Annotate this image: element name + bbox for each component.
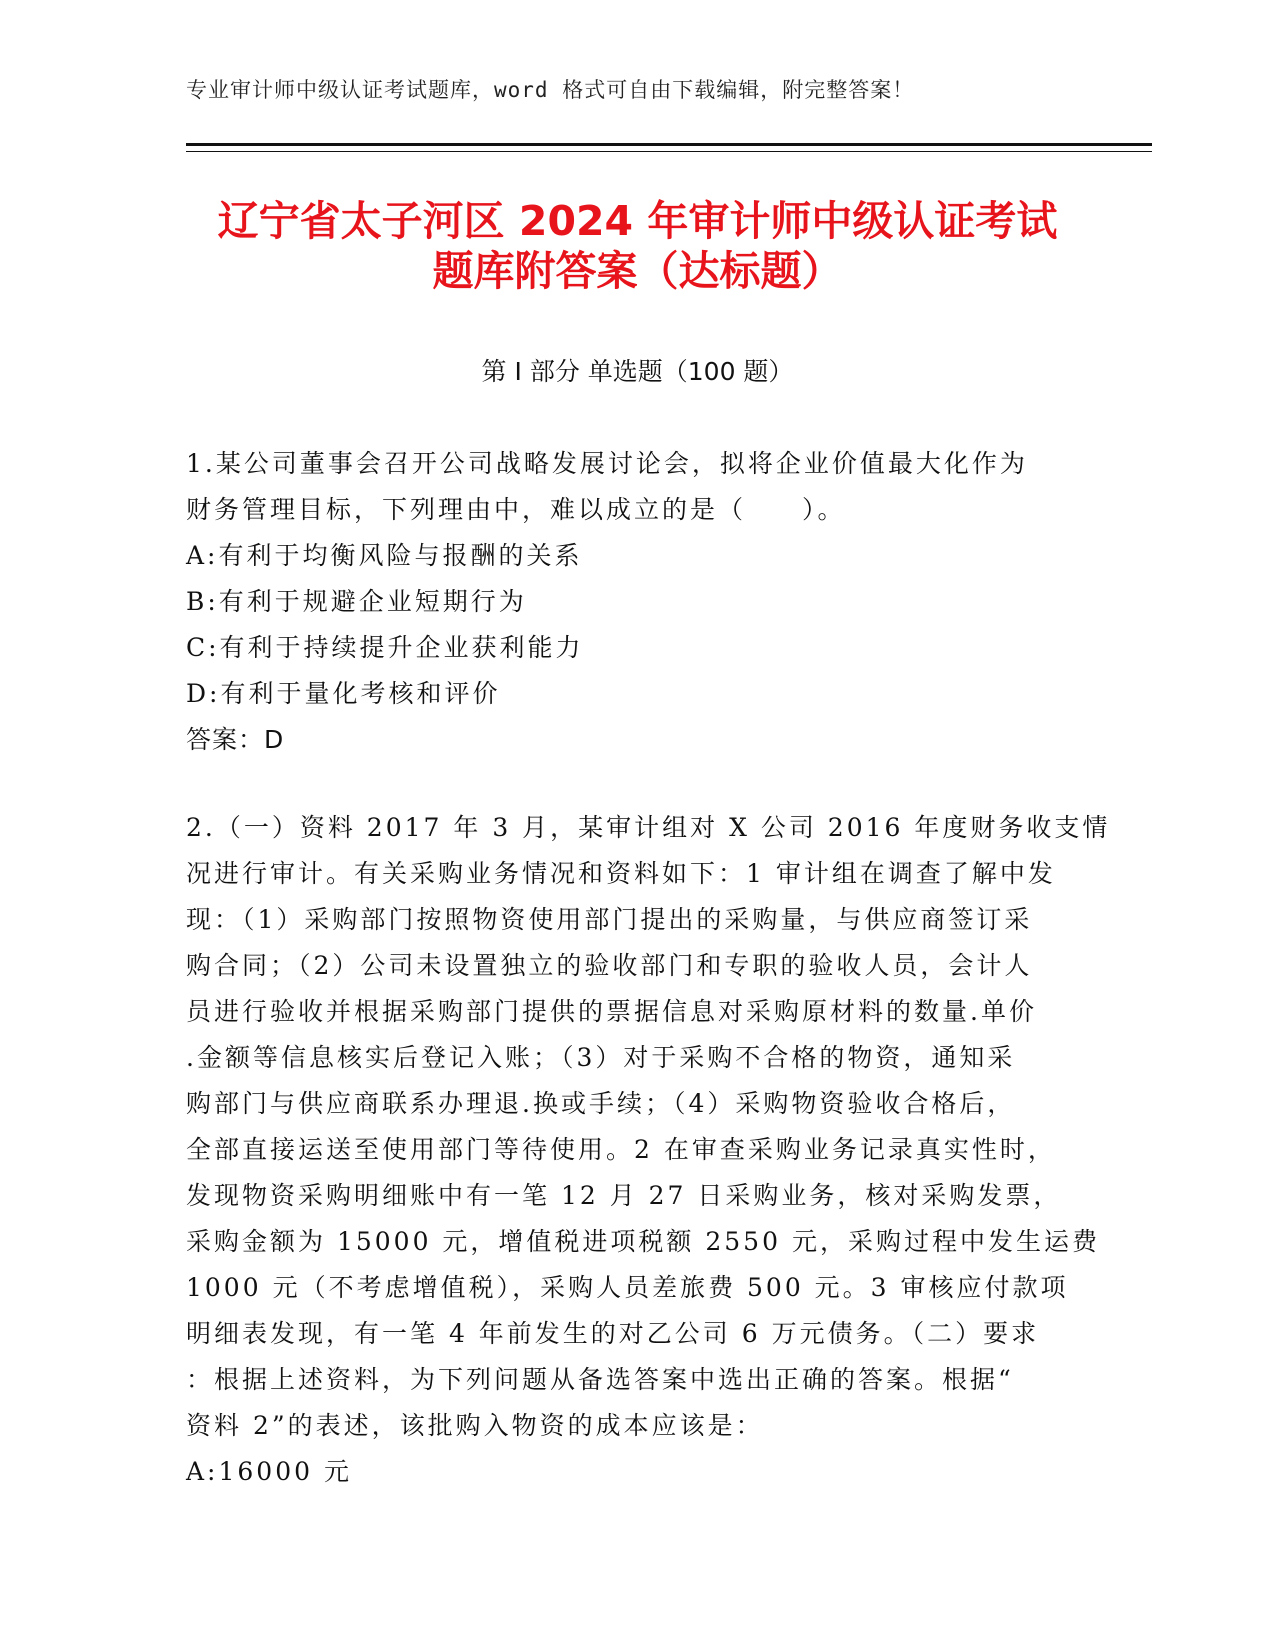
section-heading: 第 I 部分 单选题（100 题） — [481, 357, 794, 386]
question-2 — [186, 805, 1111, 1495]
question-stem-line: 明细表发现，有一笔 4 年前发生的对乙公司 6 万元债务。（二）要求 — [186, 1319, 1040, 1348]
title-line-2: 题库附答案（达标题） — [432, 247, 843, 295]
question-stem-line: 采购金额为 15000 元，增值税进项税额 2550 元，采购过程中发生运费 — [186, 1227, 1100, 1256]
header-text: 专业审计师中级认证考试题库，word 格式可自由下载编辑，附完整答案！ — [186, 78, 915, 102]
question-stem-line: 况进行审计。有关采购业务情况和资料如下：1 审计组在调查了解中发 — [186, 859, 1056, 888]
header-rule-thick — [186, 143, 1152, 146]
question-stem-line: 1000 元（不考虑增值税），采购人员差旅费 500 元。3 审核应付款项 — [186, 1273, 1069, 1302]
option-d: D:有利于量化考核和评价 — [186, 679, 501, 708]
question-stem-line: 资料 2”的表述，该批购入物资的成本应该是： — [186, 1411, 764, 1440]
question-stem-line: 购部门与供应商联系办理退.换或手续；（4）采购物资验收合格后， — [186, 1089, 1016, 1118]
question-stem-line: .金额等信息核实后登记入账；（3）对于采购不合格的物资，通知采 — [186, 1043, 1016, 1072]
option-b: B:有利于规避企业短期行为 — [186, 587, 527, 616]
question-stem-line: 1.某公司董事会召开公司战略发展讨论会，拟将企业价值最大化作为 — [186, 449, 1028, 478]
question-1 — [186, 441, 1076, 763]
question-stem-line: 发现物资采购明细账中有一笔 12 月 27 日采购业务，核对采购发票， — [186, 1181, 1062, 1210]
option-c: C:有利于持续提升企业获利能力 — [186, 633, 584, 662]
option-a: A:16000 元 — [186, 1457, 352, 1486]
document-title — [160, 196, 1115, 296]
option-a: A:有利于均衡风险与报酬的关系 — [186, 541, 583, 570]
question-stem-line: 现：（1）采购部门按照物资使用部门提出的采购量，与供应商签订采 — [186, 905, 1033, 934]
question-stem-line: 财务管理目标，下列理由中，难以成立的是（ ）。 — [186, 495, 846, 524]
question-stem-line: 全部直接运送至使用部门等待使用。2 在审查采购业务记录真实性时， — [186, 1135, 1056, 1164]
title-line-1: 辽宁省太子河区 2024 年审计师中级认证考试 — [217, 197, 1058, 245]
question-stem-line: 购合同；（2）公司未设置独立的验收部门和专职的验收人员，会计人 — [186, 951, 1033, 980]
question-list — [186, 441, 1111, 1495]
answer-text: 答案：D — [186, 725, 285, 754]
question-stem-line: ：根据上述资料，为下列问题从备选答案中选出正确的答案。根据“ — [186, 1365, 1014, 1394]
question-spacer — [186, 763, 1076, 805]
header-rule-thin — [186, 151, 1152, 152]
question-stem-line: 2.（一）资料 2017 年 3 月，某审计组对 X 公司 2016 年度财务收支情 — [186, 813, 1111, 842]
question-stem-line: 员进行验收并根据采购部门提供的票据信息对采购原材料的数量.单价 — [186, 997, 1037, 1026]
